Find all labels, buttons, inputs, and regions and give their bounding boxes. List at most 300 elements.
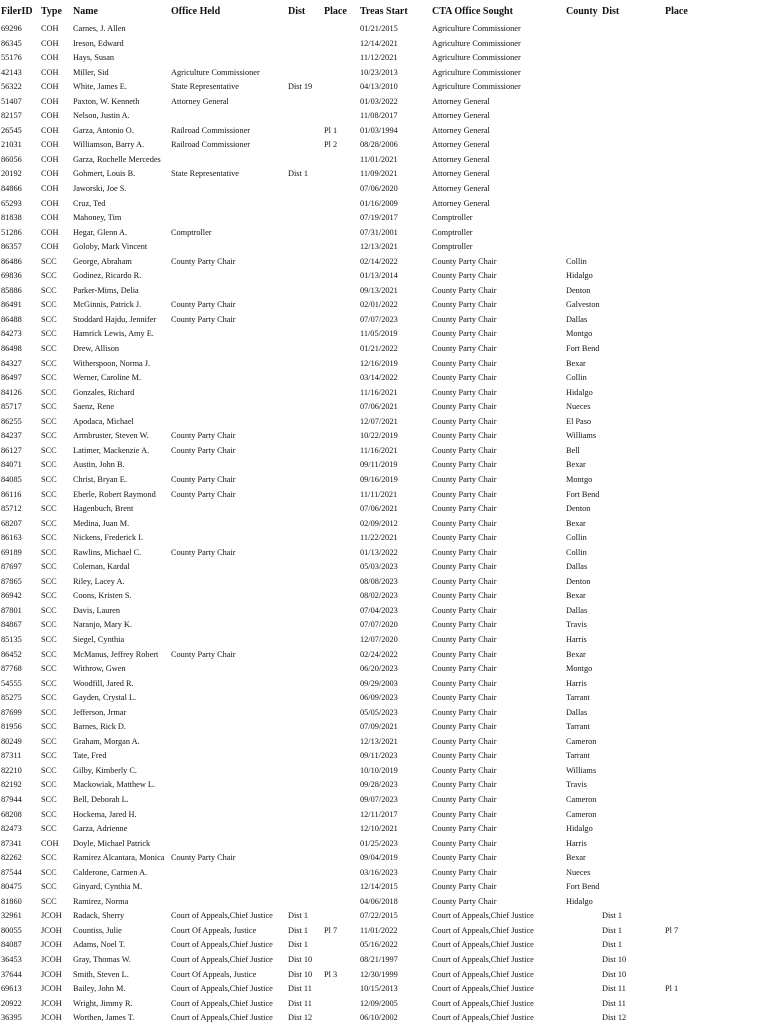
cell-filer-id: 68207 (1, 518, 22, 528)
cell-type: JCOH (41, 969, 62, 979)
cell-name: Siegel, Cynthia (73, 634, 125, 644)
cell-treas-start: 07/22/2015 (360, 911, 398, 921)
cell-filer-id: 80055 (1, 925, 22, 935)
table-row (0, 402, 768, 417)
cell-name: Countiss, Julie (73, 925, 122, 935)
cell-filer-id: 84327 (1, 358, 22, 368)
cell-filer-id: 84867 (1, 620, 22, 630)
cell-treas-start: 02/09/2012 (360, 518, 398, 528)
cell-place: Pl 3 (324, 969, 338, 979)
table-row (0, 780, 768, 795)
cell-name: Armbruster, Steven W. (73, 431, 149, 441)
cell-filer-id: 87801 (1, 605, 22, 615)
cell-type: SCC (41, 518, 57, 528)
cell-name: Drew, Allison (73, 344, 120, 354)
cell-county: Denton (566, 576, 591, 586)
table-row (0, 868, 768, 883)
header-type: Type (41, 6, 62, 17)
cell-type: SCC (41, 489, 57, 499)
cell-filer-id: 84071 (1, 460, 22, 470)
cell-office-sought: Comptroller (432, 213, 473, 223)
cell-treas-start: 07/04/2023 (360, 605, 398, 615)
cell-type: SCC (41, 358, 57, 368)
cell-type: SCC (41, 867, 57, 877)
cell-type: SCC (41, 765, 57, 775)
table-row (0, 271, 768, 286)
cell-name: Williamson, Barry A. (73, 140, 145, 150)
cell-name: Ramirez, Norma (73, 896, 129, 906)
cell-filer-id: 81838 (1, 213, 22, 223)
cell-filer-id: 86498 (1, 344, 22, 354)
cell-type: COH (41, 213, 59, 223)
cell-name: Jaworski, Joe S. (73, 184, 127, 194)
cell-filer-id: 82157 (1, 111, 22, 121)
cell-treas-start: 11/01/2021 (360, 154, 398, 164)
cell-name: Hegar, Glenn A. (73, 227, 128, 237)
cell-office-sought: Attorney General (432, 125, 490, 135)
table-row (0, 140, 768, 155)
cell-sought-dist: Dist 1 (602, 925, 623, 935)
cell-name: Miller, Sid (73, 67, 109, 77)
table-row (0, 359, 768, 374)
cell-office-held: County Party Chair (171, 649, 236, 659)
cell-office-sought: County Party Chair (432, 736, 497, 746)
table-row (0, 24, 768, 39)
cell-name: Garza, Adrienne (73, 824, 128, 834)
cell-treas-start: 10/23/2013 (360, 67, 398, 77)
cell-office-sought: County Party Chair (432, 256, 497, 266)
table-row (0, 737, 768, 752)
table-row (0, 68, 768, 83)
cell-type: COH (41, 227, 59, 237)
cell-type: SCC (41, 576, 57, 586)
cell-county: Tarrant (566, 751, 590, 761)
cell-filer-id: 36453 (1, 955, 22, 964)
cell-filer-id: 65293 (1, 198, 22, 208)
cell-name: Carnes, J. Allen (73, 24, 126, 33)
cell-county: Bexar (566, 460, 586, 470)
cell-office-sought: County Party Chair (432, 387, 497, 397)
cell-filer-id: 86942 (1, 591, 22, 601)
cell-filer-id: 37644 (1, 969, 22, 979)
cell-name: Smith, Steven L. (73, 969, 129, 979)
cell-name: Paxton, W. Kenneth (73, 96, 140, 106)
cell-office-held: Railroad Commissioner (171, 125, 251, 135)
header-treas-start: Treas Start (360, 6, 408, 17)
cell-type: SCC (41, 562, 57, 572)
cell-filer-id: 86116 (1, 489, 22, 499)
cell-office-sought: County Party Chair (432, 882, 497, 892)
cell-type: COH (41, 125, 59, 135)
cell-treas-start: 07/07/2020 (360, 620, 398, 630)
table-row (0, 533, 768, 548)
cell-office-sought: Court of Appeals,Chief Justice (432, 969, 534, 979)
cell-type: JCOH (41, 984, 62, 994)
cell-name: Woodfill, Jared R. (73, 678, 134, 688)
cell-treas-start: 12/07/2021 (360, 416, 398, 426)
cell-name: Riley, Lacey A. (73, 576, 125, 586)
cell-office-held: Agriculture Commissioner (171, 67, 260, 77)
cell-type: SCC (41, 314, 57, 324)
cell-county: Montgo (566, 474, 593, 484)
cell-filer-id: 86056 (1, 154, 22, 164)
cell-name: McGinnis, Patrick J. (73, 300, 142, 310)
cell-type: SCC (41, 344, 57, 354)
table-row (0, 577, 768, 592)
cell-name: Hamrick Lewis, Amy E. (73, 329, 154, 339)
table-row (0, 213, 768, 228)
cell-office-sought: County Party Chair (432, 896, 497, 906)
table-row (0, 620, 768, 635)
cell-type: SCC (41, 431, 57, 441)
cell-filer-id: 85886 (1, 285, 22, 295)
cell-name: Christ, Bryan E. (73, 474, 127, 484)
cell-name: Ginyard, Cynthia M. (73, 882, 143, 892)
cell-filer-id: 87944 (1, 794, 22, 804)
cell-treas-start: 12/16/2019 (360, 358, 398, 368)
cell-filer-id: 86452 (1, 649, 22, 659)
cell-name: Withrow, Gwen (73, 664, 126, 674)
cell-sought-dist: Dist 12 (602, 1013, 627, 1023)
table-row (0, 315, 768, 330)
cell-filer-id: 81860 (1, 896, 22, 906)
cell-name: George, Abraham (73, 256, 132, 266)
cell-treas-start: 01/13/2022 (360, 547, 398, 557)
cell-treas-start: 07/31/2001 (360, 227, 398, 237)
cell-type: SCC (41, 329, 57, 339)
cell-dist: Dist 1 (288, 940, 309, 950)
cell-treas-start: 06/10/2002 (360, 1013, 398, 1023)
cell-filer-id: 54555 (1, 678, 22, 688)
table-row (0, 126, 768, 141)
cell-county: Williams (566, 431, 597, 441)
header-office-held: Office Held (171, 6, 221, 17)
cell-type: SCC (41, 285, 57, 295)
cell-county: Harris (566, 634, 587, 644)
cell-treas-start: 03/16/2023 (360, 867, 398, 877)
cell-treas-start: 08/21/1997 (360, 955, 398, 964)
cell-name: Worthen, James T. (73, 1013, 135, 1023)
cell-filer-id: 51407 (1, 96, 22, 106)
cell-treas-start: 12/11/2017 (360, 809, 398, 819)
table-row (0, 708, 768, 723)
cell-sought-dist: Dist 11 (602, 998, 626, 1008)
cell-type: COH (41, 140, 59, 150)
cell-type: JCOH (41, 955, 62, 964)
cell-office-held: Attorney General (171, 96, 229, 106)
table-row (0, 722, 768, 737)
cell-filer-id: 69189 (1, 547, 22, 557)
cell-office-held: County Party Chair (171, 445, 236, 455)
cell-county: Travis (566, 780, 587, 790)
cell-office-sought: County Party Chair (432, 591, 497, 601)
cell-name: Davis, Lauren (73, 605, 120, 615)
cell-office-sought: Attorney General (432, 184, 490, 194)
cell-treas-start: 02/24/2022 (360, 649, 398, 659)
cell-office-sought: Attorney General (432, 140, 490, 150)
cell-county: Williams (566, 765, 597, 775)
cell-type: SCC (41, 809, 57, 819)
cell-office-sought: County Party Chair (432, 271, 497, 281)
cell-filer-id: 69613 (1, 984, 22, 994)
header-sought-dist: Dist (602, 6, 620, 17)
cell-office-sought: County Party Chair (432, 300, 497, 310)
cell-type: COH (41, 82, 59, 92)
cell-office-sought: County Party Chair (432, 402, 497, 412)
cell-office-held: Court of Appeals,Chief Justice (171, 984, 273, 994)
cell-filer-id: 81956 (1, 722, 22, 732)
cell-filer-id: 86127 (1, 445, 22, 455)
cell-type: SCC (41, 547, 57, 557)
cell-name: Barnes, Rick D. (73, 722, 126, 732)
cell-office-sought: County Party Chair (432, 358, 497, 368)
cell-county: Fort Bend (566, 882, 600, 892)
cell-type: SCC (41, 474, 57, 484)
cell-sought-place: Pl 1 (665, 984, 679, 994)
cell-filer-id: 36395 (1, 1013, 22, 1023)
cell-type: COH (41, 67, 59, 77)
cell-office-held: State Representative (171, 82, 239, 92)
cell-treas-start: 06/20/2023 (360, 664, 398, 674)
cell-filer-id: 87697 (1, 562, 22, 572)
cell-treas-start: 11/11/2021 (360, 489, 398, 499)
table-row (0, 300, 768, 315)
cell-office-sought: Agriculture Commissioner (432, 53, 521, 63)
header-filer-id: FilerID (1, 6, 33, 17)
cell-office-sought: County Party Chair (432, 838, 497, 848)
cell-type: JCOH (41, 1013, 62, 1023)
table-row (0, 1013, 768, 1024)
cell-type: JCOH (41, 925, 62, 935)
cell-type: SCC (41, 387, 57, 397)
cell-county: Nueces (566, 402, 591, 412)
cell-county: Dallas (566, 707, 588, 717)
cell-office-sought: Attorney General (432, 154, 490, 164)
cell-county: Denton (566, 504, 591, 514)
cell-office-sought: Court of Appeals,Chief Justice (432, 911, 534, 921)
cell-office-sought: County Party Chair (432, 649, 497, 659)
cell-office-held: Court of Appeals,Chief Justice (171, 911, 273, 921)
cell-office-sought: County Party Chair (432, 285, 497, 295)
table-row (0, 329, 768, 344)
cell-name: Calderone, Carmen A. (73, 867, 148, 877)
cell-office-sought: Agriculture Commissioner (432, 38, 521, 48)
cell-name: Hagenbuch, Brent (73, 504, 134, 514)
table-row (0, 795, 768, 810)
cell-office-held: Court of Appeals,Chief Justice (171, 955, 273, 964)
cell-name: Gray, Thomas W. (73, 955, 131, 964)
cell-name: Garza, Antonio O. (73, 125, 134, 135)
cell-name: Bailey, John M. (73, 984, 126, 994)
cell-filer-id: 26545 (1, 125, 22, 135)
cell-type: SCC (41, 271, 57, 281)
cell-treas-start: 06/09/2023 (360, 693, 398, 703)
cell-filer-id: 86345 (1, 38, 22, 48)
cell-name: Garza, Rochelle Mercedes (73, 154, 161, 164)
cell-county: Dallas (566, 605, 588, 615)
cell-treas-start: 01/25/2023 (360, 838, 398, 848)
cell-filer-id: 32961 (1, 911, 22, 921)
cell-type: COH (41, 838, 59, 848)
table-row (0, 766, 768, 781)
cell-name: Werner, Caroline M. (73, 373, 142, 383)
header-name: Name (73, 6, 98, 17)
cell-office-held: County Party Chair (171, 547, 236, 557)
cell-office-sought: County Party Chair (432, 664, 497, 674)
cell-type: SCC (41, 634, 57, 644)
cell-office-sought: Agriculture Commissioner (432, 82, 521, 92)
table-header (0, 6, 768, 20)
cell-type: JCOH (41, 911, 62, 921)
table-row (0, 897, 768, 912)
cell-office-sought: County Party Chair (432, 809, 497, 819)
cell-office-sought: Court of Appeals,Chief Justice (432, 998, 534, 1008)
cell-office-sought: County Party Chair (432, 678, 497, 688)
cell-treas-start: 12/14/2015 (360, 882, 398, 892)
cell-filer-id: 56322 (1, 82, 22, 92)
cell-type: COH (41, 24, 59, 33)
cell-type: SCC (41, 722, 57, 732)
cell-name: Wright, Jimmy R. (73, 998, 133, 1008)
header-county: County (566, 6, 598, 17)
cell-office-sought: Court of Appeals,Chief Justice (432, 925, 534, 935)
cell-sought-dist: Dist 1 (602, 940, 623, 950)
cell-place: Pl 2 (324, 140, 338, 150)
cell-filer-id: 86486 (1, 256, 22, 266)
cell-treas-start: 04/13/2010 (360, 82, 398, 92)
cell-name: Stoddard Hajdu, Jennifer (73, 314, 157, 324)
cell-type: COH (41, 198, 59, 208)
table-row (0, 184, 768, 199)
table-row (0, 460, 768, 475)
cell-name: Mahoney, Tim (73, 213, 122, 223)
cell-sought-dist: Dist 1 (602, 911, 623, 921)
cell-name: McManus, Jeffrey Robert (73, 649, 159, 659)
cell-type: SCC (41, 896, 57, 906)
table-row (0, 490, 768, 505)
cell-county: Montgo (566, 329, 593, 339)
cell-office-sought: Agriculture Commissioner (432, 67, 521, 77)
cell-office-held: Court of Appeals,Chief Justice (171, 940, 273, 950)
table-row (0, 155, 768, 170)
cell-office-sought: County Party Chair (432, 314, 497, 324)
cell-office-held: County Party Chair (171, 314, 236, 324)
cell-type: SCC (41, 664, 57, 674)
cell-filer-id: 20192 (1, 169, 22, 179)
cell-name: White, James E. (73, 82, 127, 92)
table-row (0, 940, 768, 955)
cell-name: Witherspoon, Norma J. (73, 358, 151, 368)
cell-sought-dist: Dist 10 (602, 955, 627, 964)
header-dist: Dist (288, 6, 306, 17)
cell-treas-start: 04/06/2018 (360, 896, 398, 906)
cell-dist: Dist 1 (288, 925, 309, 935)
cell-name: Jefferson, Jrmar (73, 707, 127, 717)
cell-county: Harris (566, 678, 587, 688)
cell-treas-start: 05/16/2022 (360, 940, 398, 950)
cell-filer-id: 69836 (1, 271, 22, 281)
cell-office-sought: Comptroller (432, 227, 473, 237)
cell-office-held: County Party Chair (171, 853, 236, 863)
cell-type: COH (41, 242, 59, 252)
cell-filer-id: 86497 (1, 373, 22, 383)
cell-name: Graham, Morgan A. (73, 736, 140, 746)
table-row (0, 39, 768, 54)
cell-name: Hays, Susan (73, 53, 115, 63)
cell-name: Bell, Deborah L. (73, 794, 129, 804)
cell-office-sought: County Party Chair (432, 504, 497, 514)
cell-treas-start: 12/10/2021 (360, 824, 398, 834)
table-row (0, 591, 768, 606)
cell-office-sought: Agriculture Commissioner (432, 24, 521, 33)
cell-type: COH (41, 169, 59, 179)
cell-sought-dist: Dist 10 (602, 969, 627, 979)
table-row (0, 431, 768, 446)
cell-filer-id: 87341 (1, 838, 22, 848)
cell-dist: Dist 11 (288, 984, 312, 994)
cell-treas-start: 11/12/2021 (360, 53, 398, 63)
cell-treas-start: 09/13/2021 (360, 285, 398, 295)
cell-name: Hockema, Jared H. (73, 809, 137, 819)
table-row (0, 606, 768, 621)
cell-office-sought: County Party Chair (432, 460, 497, 470)
table-row (0, 199, 768, 214)
cell-county: Collin (566, 373, 587, 383)
cell-treas-start: 08/28/2006 (360, 140, 398, 150)
cell-treas-start: 05/03/2023 (360, 562, 398, 572)
table-row (0, 475, 768, 490)
cell-office-sought: County Party Chair (432, 576, 497, 586)
cell-type: SCC (41, 373, 57, 383)
cell-type: COH (41, 111, 59, 121)
table-row (0, 664, 768, 679)
table-row (0, 955, 768, 970)
cell-county: Hidalgo (566, 387, 593, 397)
cell-treas-start: 11/16/2021 (360, 387, 398, 397)
cell-treas-start: 10/22/2019 (360, 431, 398, 441)
cell-type: SCC (41, 794, 57, 804)
cell-filer-id: 87311 (1, 751, 22, 761)
table-row (0, 999, 768, 1014)
cell-county: Denton (566, 285, 591, 295)
cell-filer-id: 82210 (1, 765, 22, 775)
cell-dist: Dist 1 (288, 169, 309, 179)
cell-name: Parker-Mims, Delia (73, 285, 139, 295)
cell-treas-start: 12/30/1999 (360, 969, 398, 979)
cell-filer-id: 87699 (1, 707, 22, 717)
table-row (0, 286, 768, 301)
header-sought-place: Place (665, 6, 688, 17)
cell-treas-start: 12/07/2020 (360, 634, 398, 644)
cell-treas-start: 09/16/2019 (360, 474, 398, 484)
table-row (0, 679, 768, 694)
table-row (0, 911, 768, 926)
cell-county: Travis (566, 620, 587, 630)
cell-filer-id: 86255 (1, 416, 22, 426)
cell-filer-id: 86163 (1, 533, 22, 543)
cell-treas-start: 11/05/2019 (360, 329, 398, 339)
table-row (0, 635, 768, 650)
cell-treas-start: 01/13/2014 (360, 271, 398, 281)
cell-place: Pl 1 (324, 125, 338, 135)
cell-county: Nueces (566, 867, 591, 877)
cell-treas-start: 01/03/2022 (360, 96, 398, 106)
cell-name: Doyle, Michael Patrick (73, 838, 151, 848)
cell-office-sought: Attorney General (432, 111, 490, 121)
cell-treas-start: 09/04/2019 (360, 853, 398, 863)
cell-name: Radack, Sherry (73, 911, 125, 921)
cell-type: SCC (41, 882, 57, 892)
